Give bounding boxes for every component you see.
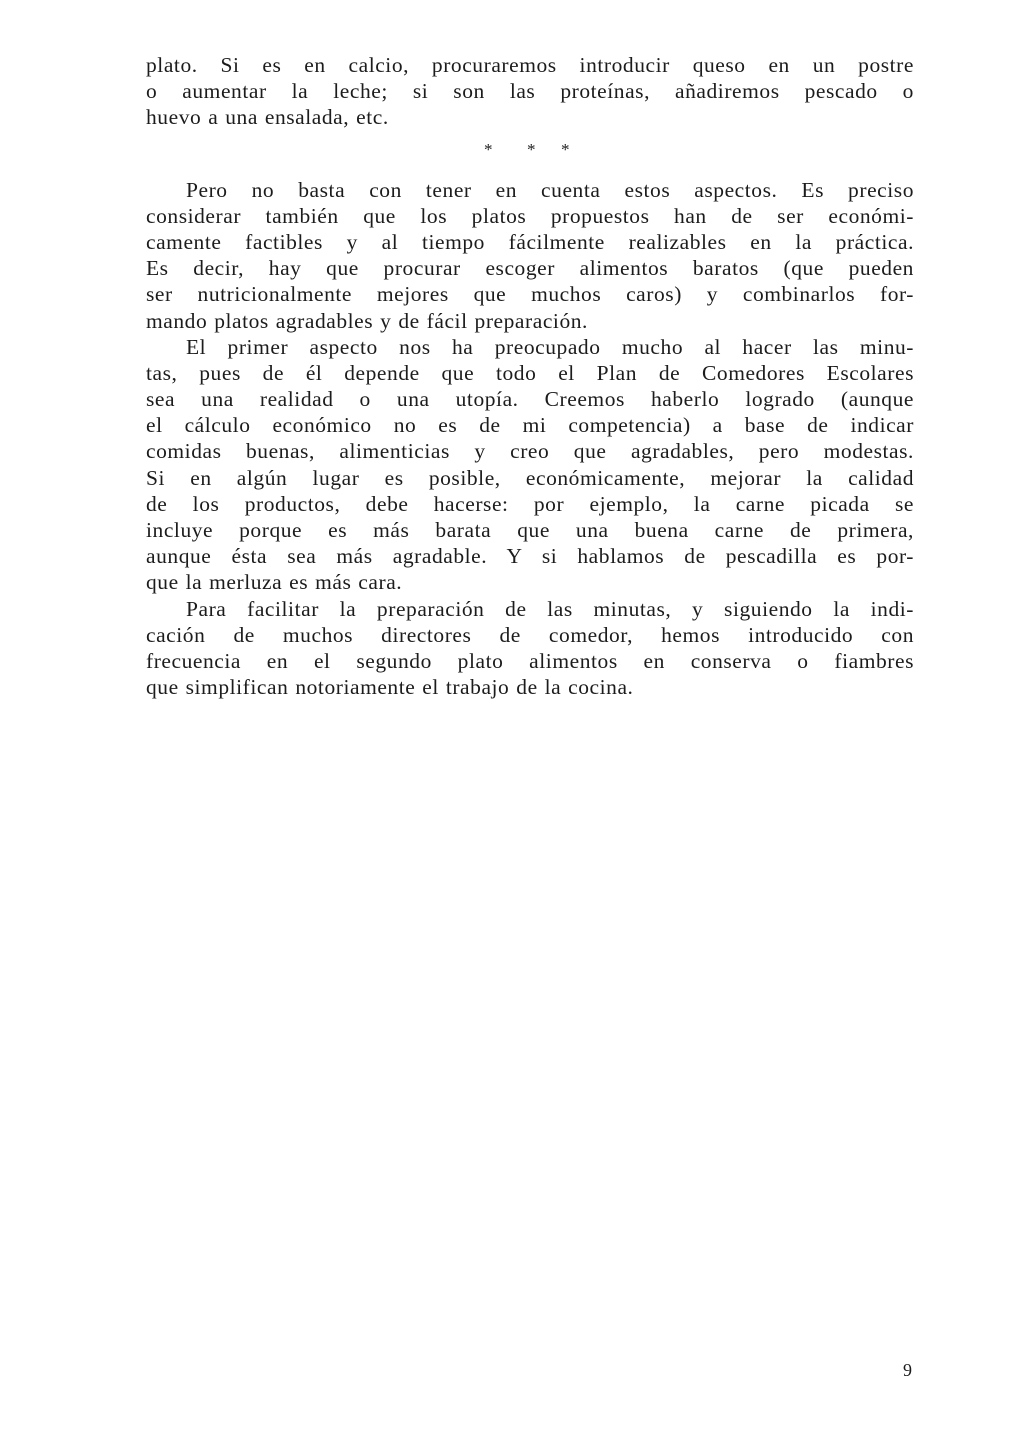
- text-line: huevo a una ensalada, etc.: [146, 105, 389, 130]
- paragraph-1: [146, 52, 914, 131]
- text-line: mando platos agradables y de fácil preparación.: [146, 308, 588, 333]
- text-line: El primer aspecto nos ha preocupado mucho al hacer las minu-: [186, 334, 914, 359]
- text-line: sea una realidad o una utopía. Creemos haberlo logrado (aunque: [146, 387, 914, 412]
- text-line: aunque ésta sea más agradable. Y si hablamos de pescadilla es por-: [146, 544, 914, 569]
- paragraph-4: [146, 596, 914, 701]
- section-separator: [146, 131, 914, 177]
- separator-asterisk: *: [527, 139, 536, 159]
- text-line: comidas buenas, alimenticias y creo que agradables, pero modestas.: [146, 439, 914, 464]
- text-line: considerar también que los platos propuestos han de ser económi-: [146, 203, 914, 228]
- text-line: que simplifican notoriamente el trabajo de la cocina.: [146, 675, 634, 700]
- text-line: cación de muchos directores de comedor, hemos introducido con: [146, 622, 914, 647]
- page-body: [146, 52, 914, 700]
- separator-asterisk: *: [561, 139, 570, 159]
- text-line: plato. Si es en calcio, procuraremos introducir queso en un postre: [146, 53, 914, 77]
- text-line: frecuencia en el segundo plato alimentos en conserva o fiambres: [146, 648, 914, 673]
- text-line: o aumentar la leche; si son las proteínas, añadiremos pescado o: [146, 79, 914, 104]
- text-line: camente factibles y al tiempo fácilmente realizables en la práctica.: [146, 229, 914, 254]
- text-line: Es decir, hay que procurar escoger alimentos baratos (que pueden: [146, 256, 914, 281]
- text-line: Para facilitar la preparación de las minutas, y siguiendo la indi-: [186, 596, 914, 621]
- text-line: que la merluza es más cara.: [146, 570, 403, 595]
- paragraph-2: [146, 177, 914, 334]
- separator-asterisk: *: [484, 139, 493, 159]
- text-line: Si en algún lugar es posible, económicamente, mejorar la calidad: [146, 465, 914, 490]
- text-line: tas, pues de él depende que todo el Plan de Comedores Escolares: [146, 360, 914, 385]
- text-line: incluye porque es más barata que una buena carne de primera,: [146, 518, 914, 542]
- text-line: Pero no basta con tener en cuenta estos aspectos. Es preciso: [186, 177, 914, 202]
- page-number: 9: [903, 1360, 912, 1380]
- text-line: ser nutricionalmente mejores que muchos caros) y combinarlos for-: [146, 282, 914, 307]
- paragraph-3: [146, 334, 914, 596]
- text-line: el cálculo económico no es de mi competencia) a base de indicar: [146, 413, 914, 438]
- text-line: de los productos, debe hacerse: por ejemplo, la carne picada se: [146, 491, 914, 516]
